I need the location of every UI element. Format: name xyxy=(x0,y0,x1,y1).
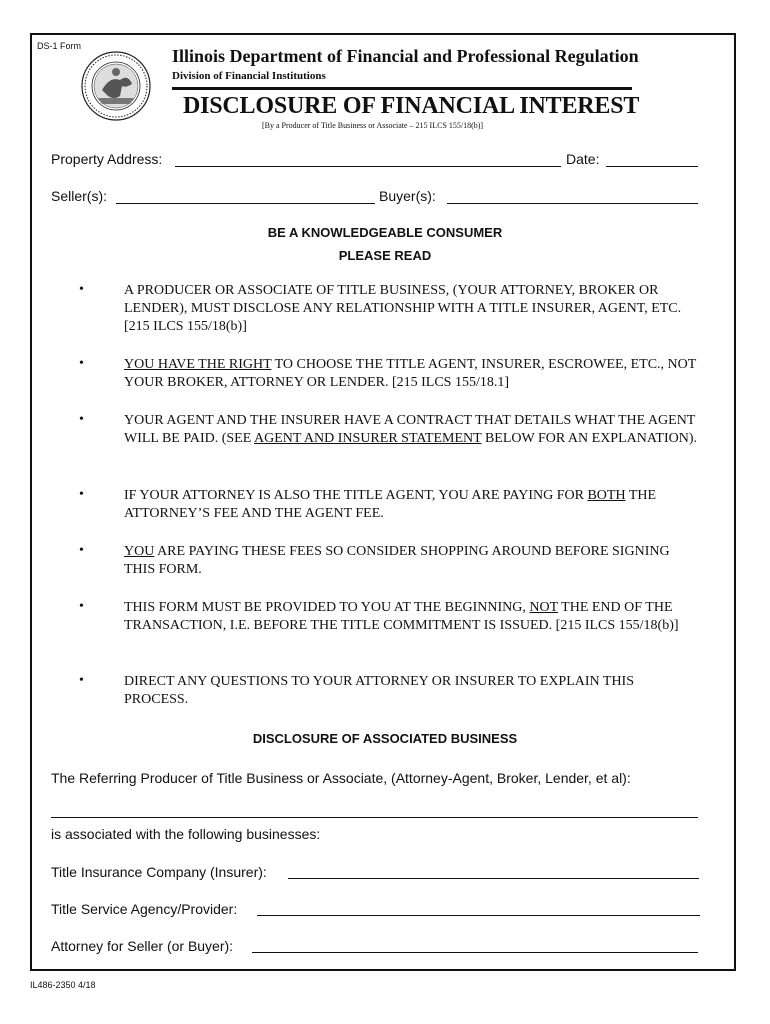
please-read-heading: PLEASE READ xyxy=(338,248,432,263)
state-seal-icon xyxy=(80,50,152,122)
agency-name: Illinois Department of Financial and Professional Regulation xyxy=(172,46,639,66)
referring-producer-field[interactable] xyxy=(51,817,698,818)
bullet-questions: DIRECT ANY QUESTIONS TO YOUR ATTORNEY OR INSURER TO EXPLAIN THIS PROCESS. xyxy=(124,674,635,707)
document-title: DISCLOSURE OF FINANCIAL INTEREST xyxy=(183,93,640,119)
title-service-field[interactable] xyxy=(257,915,700,916)
bullet-shopping: YOU ARE PAYING THESE FEES SO CONSIDER SHOPPING AROUND BEFORE SIGNING THIS FORM. xyxy=(124,544,670,577)
property-address-field[interactable] xyxy=(175,166,561,167)
bullet-icon: • xyxy=(79,487,84,502)
associated-business-heading: DISCLOSURE OF ASSOCIATED BUSINESS xyxy=(252,731,518,746)
form-id: DS-1 Form xyxy=(37,41,82,51)
sellers-label: Seller(s): xyxy=(51,188,108,204)
header-rule xyxy=(172,87,632,90)
form-code: IL486-2350 4/18 xyxy=(30,980,96,990)
consumer-heading: BE A KNOWLEDGEABLE CONSUMER xyxy=(267,225,503,240)
attorney-field[interactable] xyxy=(252,952,698,953)
bullet-right-to-choose: YOU HAVE THE RIGHT TO CHOOSE THE TITLE AGENT, INSURER, ESCROWEE, ETC., NOT YOUR BROKER, ATTORNEY OR LENDER. [215 ILCS 155/18.1] xyxy=(124,357,697,390)
title-insurance-field[interactable] xyxy=(288,878,699,879)
bullet-disclosure-requirement: A PRODUCER OR ASSOCIATE OF TITLE BUSINESS, (YOUR ATTORNEY, BROKER OR LENDER), MUST DISCLOSE ANY RELATIONSHIP WITH A TITLE INSURER, AGENT, ETC. [215 ILCS 155/18(b)] xyxy=(124,283,682,334)
bullet-icon: • xyxy=(79,282,84,297)
bullet-icon: • xyxy=(79,356,84,371)
property-address-label: Property Address: xyxy=(51,151,163,167)
division-name: Division of Financial Institutions xyxy=(172,70,326,82)
bullet-icon: • xyxy=(79,599,84,614)
buyers-label: Buyer(s): xyxy=(379,188,436,204)
attorney-label: Attorney for Seller (or Buyer): xyxy=(51,938,234,954)
buyers-field[interactable] xyxy=(447,203,698,204)
title-insurance-label: Title Insurance Company (Insurer): xyxy=(51,864,267,880)
title-service-label: Title Service Agency/Provider: xyxy=(51,901,238,917)
date-field[interactable] xyxy=(606,166,698,167)
bullet-attorney-agent: IF YOUR ATTORNEY IS ALSO THE TITLE AGENT, YOU ARE PAYING FOR BOTH THE ATTORNEY’S FEE AND THE AGENT FEE. xyxy=(124,488,657,521)
document-subtitle: [By a Producer of Title Business or Associate – 215 ILCS 155/18(b)] xyxy=(262,121,484,130)
associated-businesses-label: is associated with the following businesses: xyxy=(51,826,321,842)
date-label: Date: xyxy=(566,151,600,167)
bullet-timing: THIS FORM MUST BE PROVIDED TO YOU AT THE BEGINNING, NOT THE END OF THE TRANSACTION, I.E. BEFORE THE TITLE COMMITMENT IS ISSUED. [215 ILCS 155/18(b)] xyxy=(124,600,679,633)
sellers-field[interactable] xyxy=(116,203,375,204)
bullet-icon: • xyxy=(79,673,84,688)
bullet-icon: • xyxy=(79,412,84,427)
referring-producer-label: The Referring Producer of Title Business or Associate, (Attorney-Agent, Broker, Lender, et al): xyxy=(51,770,631,786)
bullet-icon: • xyxy=(79,543,84,558)
bullet-agent-contract: YOUR AGENT AND THE INSURER HAVE A CONTRACT THAT DETAILS WHAT THE AGENT WILL BE PAID. (SEE AGENT AND INSURER STATEMENT BELOW FOR AN EXPLANATION). xyxy=(124,413,698,446)
